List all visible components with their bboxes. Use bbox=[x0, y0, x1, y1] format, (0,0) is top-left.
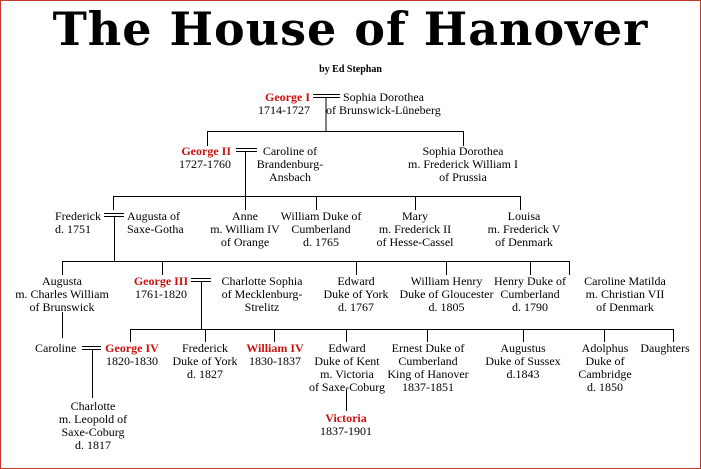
person-george4: George IV 1820-1830 bbox=[100, 342, 164, 368]
person-george2: George II 1727-1760 bbox=[179, 144, 231, 171]
monarch-name: George II bbox=[181, 144, 231, 158]
person-caroline-matilda: Caroline Matilda m. Christian VII of Denmark bbox=[584, 274, 666, 314]
monarch-name: George III bbox=[133, 274, 189, 288]
person-sophia-dorothea-wife: Sophia Dorothea of Brunswick-Lüneberg bbox=[326, 90, 441, 117]
person-caroline: Caroline bbox=[35, 341, 77, 355]
person-william-cumberland: William Duke of Cumberland d. 1765 bbox=[280, 209, 362, 249]
person-augusta: Augusta m. Charles William of Brunswick bbox=[15, 274, 109, 314]
person-ernest: Ernest Duke of Cumberland King of Hanover 1837-1851 bbox=[387, 341, 469, 394]
person-sophia-dorothea-daughter: Sophia Dorothea m. Frederick William I of Prussia bbox=[408, 144, 518, 184]
page-title: The House of Hanover bbox=[52, 2, 649, 56]
person-mary: Mary m. Frederick II of Hesse-Cassel bbox=[376, 209, 454, 249]
person-victoria: Victoria 1837-1901 bbox=[311, 412, 381, 438]
person-frederick: Frederick d. 1751 bbox=[55, 209, 101, 236]
person-adolphus: Adolphus Duke of Cambridge d. 1850 bbox=[578, 341, 632, 394]
person-george1: George I 1714-1727 bbox=[258, 90, 310, 117]
person-frederick-york: Frederick Duke of York d. 1827 bbox=[172, 341, 238, 381]
person-louisa: Louisa m. Frederick V of Denmark bbox=[487, 209, 561, 249]
monarch-name: George I bbox=[265, 90, 310, 104]
byline: by Ed Stephan bbox=[319, 64, 382, 75]
person-augustus: Augustus Duke of Sussex d.1843 bbox=[485, 341, 561, 381]
person-henry-cumberland: Henry Duke of Cumberland d. 1790 bbox=[494, 274, 566, 314]
monarch-name: William IV bbox=[246, 341, 304, 355]
person-daughters: Daughters bbox=[640, 341, 690, 355]
monarch-name: Victoria bbox=[325, 411, 367, 425]
person-george3: George III 1761-1820 bbox=[125, 275, 197, 301]
marriage-george1 bbox=[313, 95, 340, 98]
person-anne: Anne m. William IV of Orange bbox=[210, 209, 280, 249]
person-charlotte: Charlotte m. Leopold of Saxe-Coburg d. 1817 bbox=[58, 399, 128, 452]
person-augusta-saxe-gotha: Augusta of Saxe-Gotha bbox=[127, 209, 184, 236]
marriage-caroline bbox=[82, 347, 101, 350]
person-william-henry: William Henry Duke of Gloucester d. 1805 bbox=[399, 274, 494, 314]
monarch-name: George IV bbox=[105, 341, 159, 355]
person-edward-kent: Edward Duke of Kent m. Victoria of Saxe-Coburg bbox=[308, 341, 386, 394]
person-william4: William IV 1830-1837 bbox=[240, 342, 310, 368]
marriage-frederick bbox=[104, 214, 124, 217]
person-caroline-brandenburg: Caroline of Brandenburg- Ansbach bbox=[256, 144, 324, 184]
person-edward-york: Edward Duke of York d. 1767 bbox=[323, 274, 389, 314]
person-charlotte-mecklenburg: Charlotte Sophia of Mecklenburg- Strelitz bbox=[221, 274, 303, 314]
